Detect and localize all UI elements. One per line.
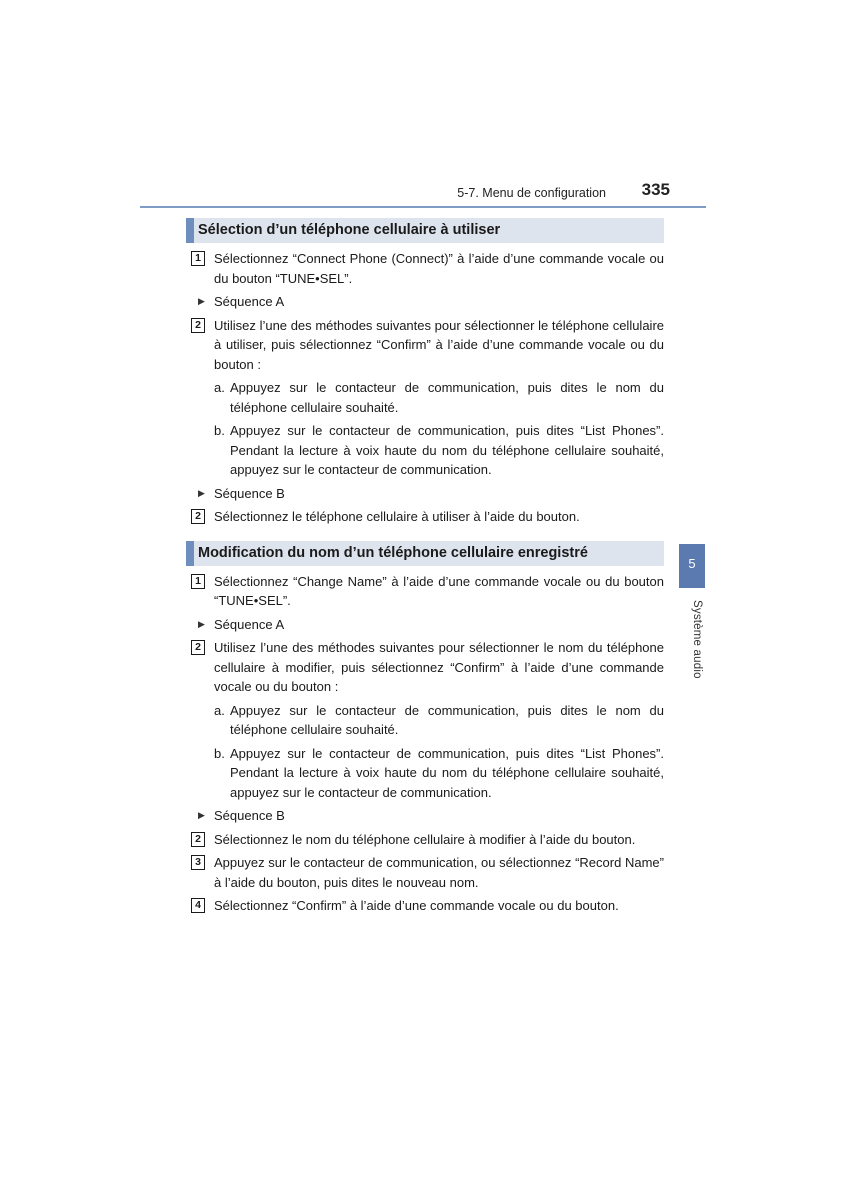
step-text: Utilisez l’une des méthodes suivantes pour sélectionner le nom du téléphone cellulaire à modifier, puis sélectionnez “Confirm” à l’aide d’une commande vocale ou du bouton : xyxy=(214,640,664,694)
step-text: Sélectionnez “Change Name” à l’aide d’une commande vocale ou du bouton “TUNE•SEL”. xyxy=(214,573,664,608)
step-text: Sélectionnez “Confirm” à l’aide d’une commande vocale ou du bouton. xyxy=(214,898,619,913)
step-number-badge: 1 xyxy=(191,574,205,589)
sub-item-label: b. xyxy=(214,745,225,761)
sub-item-text: Appuyez sur le contacteur de communication, puis dites “List Phones”. Pendant la lecture à voix haute du nom du téléphone cellulaire souhaité, appuyez sur le contacteur de communication. xyxy=(230,745,664,800)
step-1 xyxy=(186,572,664,611)
sub-item-text: Appuyez sur le contacteur de communication, puis dites “List Phones”. Pendant la lecture à voix haute du nom du téléphone cellulaire souhaité, appuyez sur le contacteur de communication. xyxy=(230,423,664,477)
sequence-reference xyxy=(186,806,664,826)
sub-item-label: a. xyxy=(214,702,225,718)
page-content xyxy=(186,218,664,920)
step-4 xyxy=(186,896,664,916)
step-2-alt xyxy=(186,830,664,850)
triangle-arrow-icon: ▶ xyxy=(198,296,205,306)
sub-item-b xyxy=(186,421,664,480)
sequence-reference xyxy=(186,292,664,312)
triangle-arrow-icon: ▶ xyxy=(198,618,205,629)
page-number: 335 xyxy=(641,180,670,199)
section-heading-select-phone: Sélection d’un téléphone cellulaire à utiliser xyxy=(186,218,664,243)
step-number-badge: 2 xyxy=(191,640,205,655)
step-text: Sélectionnez le téléphone cellulaire à utiliser à l’aide du bouton. xyxy=(214,509,580,524)
sequence-reference xyxy=(186,615,664,635)
chapter-tab-label: Système audio xyxy=(691,600,703,679)
section-heading-rename-phone: Modification du nom d’un téléphone cellulaire enregistré xyxy=(186,541,664,566)
step-number-badge: 2 xyxy=(191,832,205,847)
step-2-alt xyxy=(186,507,664,527)
sub-item-text: Appuyez sur le contacteur de communication, puis dites le nom du téléphone cellulaire souhaité. xyxy=(230,380,664,415)
sequence-reference xyxy=(186,484,664,504)
chapter-title: 5-7. Menu de configuration xyxy=(457,186,606,200)
sub-item-a xyxy=(186,378,664,417)
step-number-badge: 2 xyxy=(191,318,205,333)
page-header xyxy=(140,180,706,208)
step-2 xyxy=(186,316,664,375)
sub-item-label: a. xyxy=(214,380,225,395)
step-text: Sélectionnez le nom du téléphone cellulaire à modifier à l’aide du bouton. xyxy=(214,831,636,847)
step-text: Sélectionnez “Connect Phone (Connect)” à l’aide d’une commande vocale ou du bouton “TUNE•SEL”. xyxy=(214,251,664,286)
step-text: Utilisez l’une des méthodes suivantes pour sélectionner le téléphone cellulaire à utiliser, puis sélectionnez “Confirm” à l’aide d’une commande vocale ou du bouton : xyxy=(214,317,664,372)
triangle-arrow-icon: ▶ xyxy=(198,810,205,820)
step-text: Appuyez sur le contacteur de communication, ou sélectionnez “Record Name” à l’aide du bouton, puis dites le nouveau nom. xyxy=(214,855,664,890)
sequence-label: Séquence A xyxy=(214,294,285,309)
step-1 xyxy=(186,249,664,288)
triangle-arrow-icon: ▶ xyxy=(198,487,205,498)
sequence-label: Séquence B xyxy=(214,485,285,501)
sub-item-a xyxy=(186,701,664,740)
step-number-badge: 2 xyxy=(191,509,205,524)
step-2 xyxy=(186,638,664,697)
sequence-label: Séquence B xyxy=(214,808,285,823)
sub-item-b xyxy=(186,744,664,803)
step-3 xyxy=(186,853,664,892)
chapter-tab: 5 xyxy=(679,544,705,588)
sub-item-text: Appuyez sur le contacteur de communication, puis dites le nom du téléphone cellulaire souhaité. xyxy=(230,702,664,737)
step-number-badge: 1 xyxy=(191,251,205,266)
sub-item-label: b. xyxy=(214,423,225,438)
step-number-badge: 4 xyxy=(191,898,205,913)
step-number-badge: 3 xyxy=(191,855,205,870)
sequence-label: Séquence A xyxy=(214,616,285,632)
